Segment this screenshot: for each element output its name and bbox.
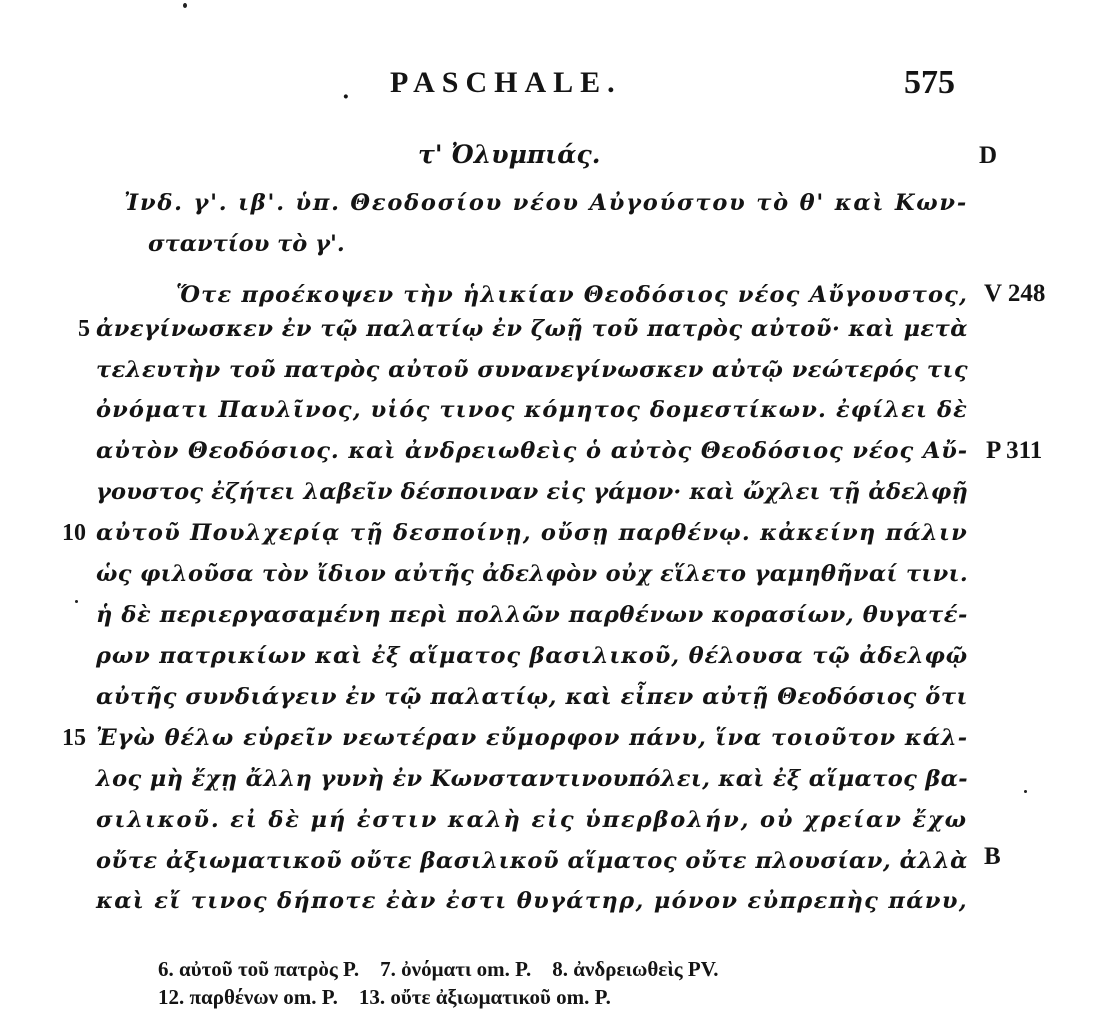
margin-siglum-p311: P 311 [986, 437, 1043, 464]
ink-speck [75, 600, 78, 603]
footnote-line: 12. παρθένων om. P. 13. οὔτε ἀξιωματικοῦ om. P. [158, 985, 611, 1009]
text-line: τελευτὴν τοῦ πατρὸς αὐτοῦ συνανεγίνωσκεν αὐτῷ νεώτερός τις [96, 357, 968, 383]
olympiad-heading: τ' Ὀλυμπιάς. [418, 140, 601, 169]
text-line: λος μὴ ἔχῃ ἄλλη γυνὴ ἐν Κωνσταντινουπόλει, καὶ ἐξ αἵματος βα- [96, 766, 968, 792]
text-line: ὡς φιλοῦσα τὸν ἴδιον αὐτῆς ἀδελφὸν οὐχ εἵλετο γαμηθῆναί τινι. [96, 561, 968, 587]
margin-siglum-d: D [979, 142, 998, 169]
line-number-10: 10 [62, 520, 86, 546]
running-title: PASCHALE. [390, 66, 622, 99]
line-number-5: 5 [78, 316, 90, 342]
text-line: Ἰνδ. γ'. ιβ'. ὑπ. Θεοδοσίου νέου Αὐγούστου τὸ θ' καὶ Κων- [124, 190, 968, 216]
text-line: σιλικοῦ. εἰ δὲ μή ἐστιν καλὴ εἰς ὑπερβολήν, οὐ χρείαν ἔχω [96, 807, 968, 833]
margin-siglum-v248: V 248 [984, 280, 1046, 307]
ink-speck [183, 3, 187, 8]
text-line: Ἐγὼ θέλω εὑρεῖν νεωτέραν εὔμορφον πάνυ, ἵνα τοιοῦτον κάλ- [96, 725, 968, 751]
text-line: καὶ εἴ τινος δήποτε ἐὰν ἐστι θυγάτηρ, μόνον εὐπρεπὴς πάνυ, [96, 888, 968, 914]
text-line: οὔτε ἀξιωματικοῦ οὔτε βασιλικοῦ αἵματος οὔτε πλουσίαν, ἀλλὰ [96, 848, 968, 874]
page-number: 575 [904, 64, 955, 101]
ink-speck [1024, 790, 1027, 793]
header-dot: · [342, 84, 350, 110]
text-line: αὐτοῦ Πουλχερίᾳ τῇ δεσποίνῃ, οὔσῃ παρθένῳ. κἀκείνη πάλιν [96, 520, 968, 546]
footnote-line: 6. αὐτοῦ τοῦ πατρὸς P. 7. ὀνόματι om. P. 8. ἀνδρειωθεὶς PV. [158, 957, 719, 981]
line-number-15: 15 [62, 725, 86, 751]
text-line: ἀνεγίνωσκεν ἐν τῷ παλατίῳ ἐν ζωῇ τοῦ πατρὸς αὐτοῦ· καὶ μετὰ [96, 316, 968, 342]
text-line: γουστος ἐζήτει λαβεῖν δέσποιναν εἰς γάμον· καὶ ὤχλει τῇ ἀδελφῇ [96, 479, 968, 505]
text-line: ἡ δὲ περιεργασαμένη περὶ πολλῶν παρθένων κορασίων, θυγατέ- [96, 602, 968, 628]
text-line: ὀνόματι Παυλῖνος, υἱός τινος κόμητος δομεστίκων. ἐφίλει δὲ [96, 397, 968, 423]
text-line: σταντίου τὸ γ'. [148, 231, 345, 257]
text-line: αὐτὸν Θεοδόσιος. καὶ ἀνδρειωθεὶς ὁ αὐτὸς Θεοδόσιος νέος Αὔ- [96, 438, 968, 464]
text-line: ρων πατρικίων καὶ ἐξ αἵματος βασιλικοῦ, θέλουσα τῷ ἀδελφῷ [96, 643, 968, 669]
margin-siglum-b: B [984, 843, 1001, 870]
text-line: Ὅτε προέκοψεν τὴν ἡλικίαν Θεοδόσιος νέος Αὔγουστος, [176, 282, 968, 308]
text-line: αὐτῆς συνδιάγειν ἐν τῷ παλατίῳ, καὶ εἶπεν αὐτῇ Θεοδόσιος ὅτι [96, 684, 968, 710]
